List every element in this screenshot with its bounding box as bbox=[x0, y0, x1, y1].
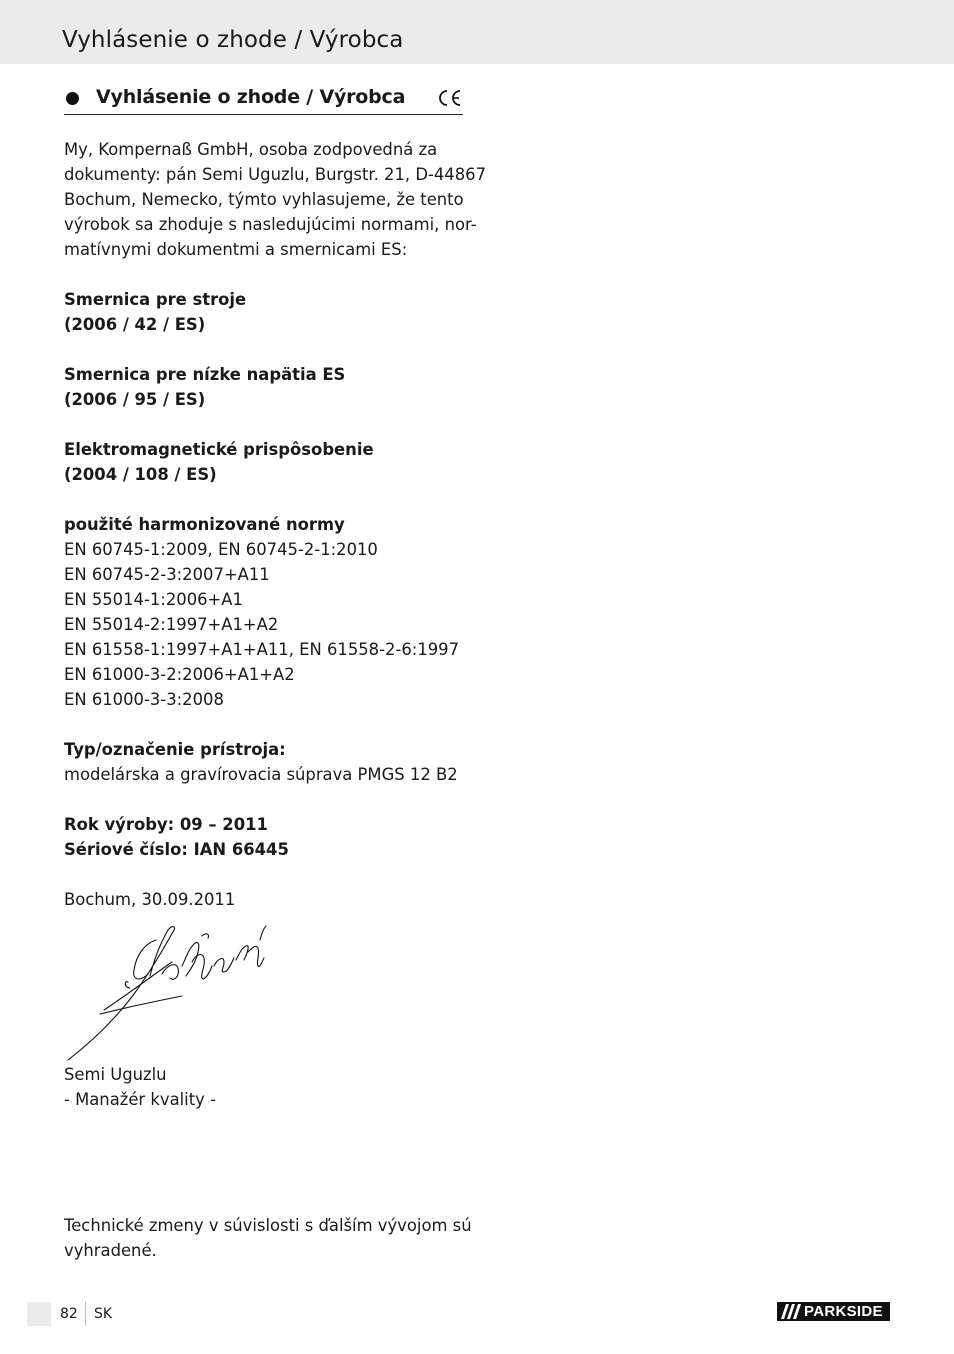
standards-title: použité harmonizované normy bbox=[64, 515, 345, 534]
signer-role: - Manažér kvality - bbox=[64, 1090, 216, 1109]
intro-line: My, Kompernaß GmbH, osoba zodpovedná za bbox=[64, 140, 438, 159]
standard-item: EN 55014-1:2006+A1 bbox=[64, 590, 243, 609]
directive-title: Smernica pre nízke napätia ES bbox=[64, 365, 346, 384]
device-value: modelárska a gravírovacia súprava PMGS 12 B2 bbox=[64, 765, 458, 784]
production-year: Rok výroby: 09 – 2011 bbox=[64, 815, 268, 834]
footer-note bbox=[64, 1213, 472, 1263]
section-heading bbox=[64, 84, 463, 115]
brand-slashes-icon bbox=[777, 1302, 803, 1321]
intro-line: matívnymi dokumentmi a smernicami ES: bbox=[64, 240, 408, 259]
signature-image bbox=[64, 922, 274, 1062]
intro-line: dokumenty: pán Semi Uguzlu, Burgstr. 21, D-44867 bbox=[64, 165, 486, 184]
directive-title: Elektromagnetické prispôsobenie bbox=[64, 440, 374, 459]
standard-item: EN 61000-3-2:2006+A1+A2 bbox=[64, 665, 295, 684]
signer-name: Semi Uguzlu bbox=[64, 1065, 167, 1084]
brand-logo bbox=[777, 1302, 890, 1321]
page-header-title: Vyhlásenie o zhode / Výrobca bbox=[62, 27, 404, 53]
serial-number: Sériové číslo: IAN 66445 bbox=[64, 840, 289, 859]
page-number: 82 bbox=[60, 1306, 78, 1322]
brand-name: PARKSIDE bbox=[804, 1303, 883, 1320]
ce-mark-icon bbox=[436, 89, 462, 107]
standard-item: EN 61000-3-3:2008 bbox=[64, 690, 224, 709]
directive-code: (2006 / 95 / ES) bbox=[64, 390, 206, 409]
page-marker bbox=[27, 1302, 51, 1326]
directive-title: Smernica pre stroje bbox=[64, 290, 247, 309]
directive-code: (2004 / 108 / ES) bbox=[64, 465, 217, 484]
intro-line: Bochum, Nemecko, týmto vyhlasujeme, že tento bbox=[64, 190, 464, 209]
standard-item: EN 60745-2-3:2007+A11 bbox=[64, 565, 270, 584]
directive-code: (2006 / 42 / ES) bbox=[64, 315, 206, 334]
place-date: Bochum, 30.09.2011 bbox=[64, 890, 236, 909]
standard-item: EN 55014-2:1997+A1+A2 bbox=[64, 615, 279, 634]
bullet-icon bbox=[66, 92, 79, 105]
intro-line: výrobok sa zhoduje s nasledujúcimi normami, nor- bbox=[64, 215, 477, 234]
device-label: Typ/označenie prístroja: bbox=[64, 740, 286, 759]
page-language: SK bbox=[94, 1306, 113, 1322]
page-separator bbox=[85, 1302, 86, 1326]
standard-item: EN 61558-1:1997+A1+A11, EN 61558-2-6:1997 bbox=[64, 640, 460, 659]
footer-note-line: vyhradené. bbox=[64, 1241, 157, 1260]
section-title: Vyhlásenie o zhode / Výrobca bbox=[96, 86, 406, 108]
standard-item: EN 60745-1:2009, EN 60745-2-1:2010 bbox=[64, 540, 378, 559]
footer-note-line: Technické zmeny v súvislosti s ďalším vývojom sú bbox=[64, 1216, 472, 1235]
